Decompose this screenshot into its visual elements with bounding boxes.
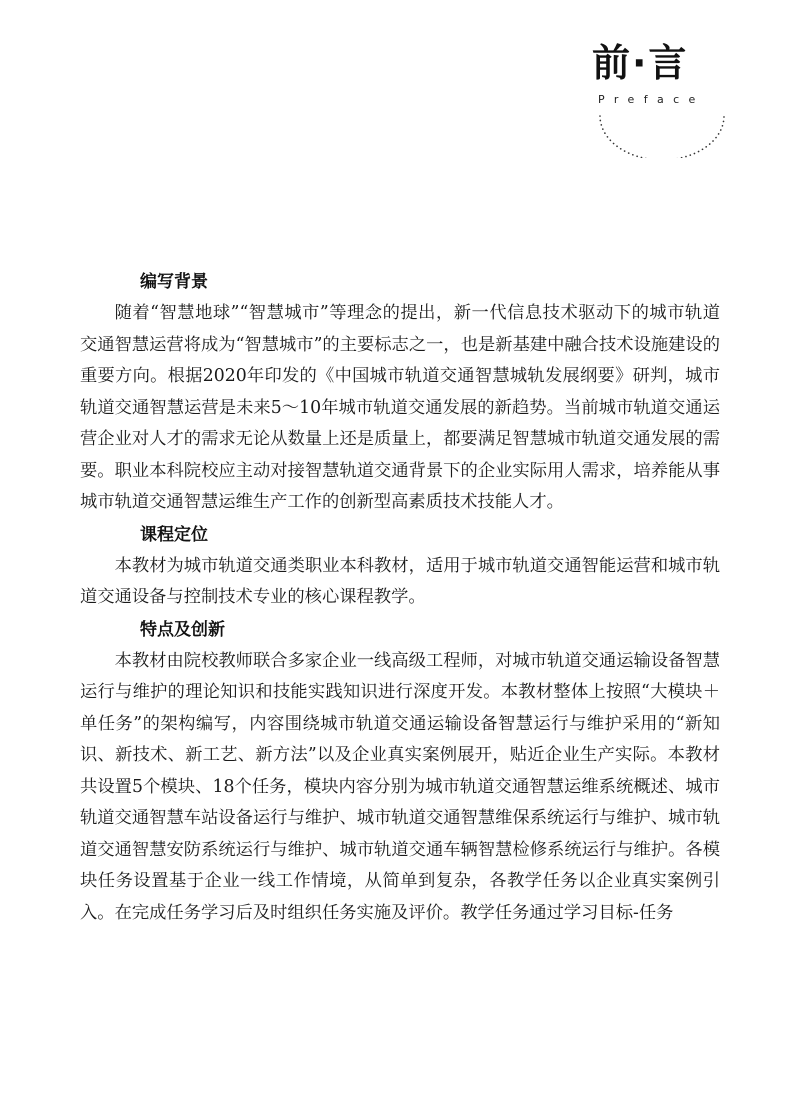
dotted-arc-ornament [592, 98, 732, 158]
section-paragraph: 随着“智慧地球”“智慧城市”等理念的提出，新一代信息技术驱动下的城市轨道交通智慧运营将成为“智慧城市”的主要标志之一，也是新基建中融合技术设施建设的重要方向。根据2020年印发的《中国城市轨道交通智慧城轨发展纲要》研判，城市轨道交通智慧运营是未来5～10年城市轨道交通发展的新趋势。当前城市轨道交通运营企业对人才的需求无论从数量上还是质量上，都要满足智慧城市轨道交通发展的需要。职业本科院校应主动对接智慧轨道交通背景下的企业实际用人需求，培养能从事城市轨道交通智慧运维生产工作的创新型高素质技术技能人才。 [80, 303, 720, 512]
section-heading: 编写背景 [140, 272, 208, 292]
section-course-position [80, 519, 720, 614]
page-subtitle: Preface [598, 93, 705, 106]
section-features [80, 614, 720, 930]
section-heading: 特点及创新 [140, 619, 225, 640]
preface-body [80, 266, 720, 929]
section-paragraph: 本教材由院校教师联合多家企业一线高级工程师，对城市轨道交通运输设备智慧运行与维护的理论知识和技能实践知识进行深度开发。本教材整体上按照“大模块＋单任务”的架构编写，内容围绕城市轨道交通运输设备智慧运行与维护采用的“新知识、新技术、新工艺、新方法”以及企业真实案例展开，贴近企业生产实际。本教材共设置5个模块、18个任务，模块内容分别为城市轨道交通智慧运维系统概述、城市轨道交通智慧车站设备运行与维护、城市轨道交通智慧维保系统运行与维护、城市轨道交通智慧安防系统运行与维护、城市轨道交通车辆智慧检修系统运行与维护。各模块任务设置基于企业一线工作情境，从简单到复杂，各教学任务以企业真实案例引入。在完成任务学习后及时组织任务实施及评价。教学任务通过学习目标-任务 [80, 650, 720, 923]
page-title: 前·言 [592, 41, 689, 85]
section-background [80, 266, 720, 519]
preface-header [592, 38, 732, 153]
section-paragraph: 本教材为城市轨道交通类职业本科教材，适用于城市轨道交通智能运营和城市轨道交通设备与控制技术专业的核心课程教学。 [80, 555, 720, 607]
section-heading: 课程定位 [140, 524, 208, 545]
